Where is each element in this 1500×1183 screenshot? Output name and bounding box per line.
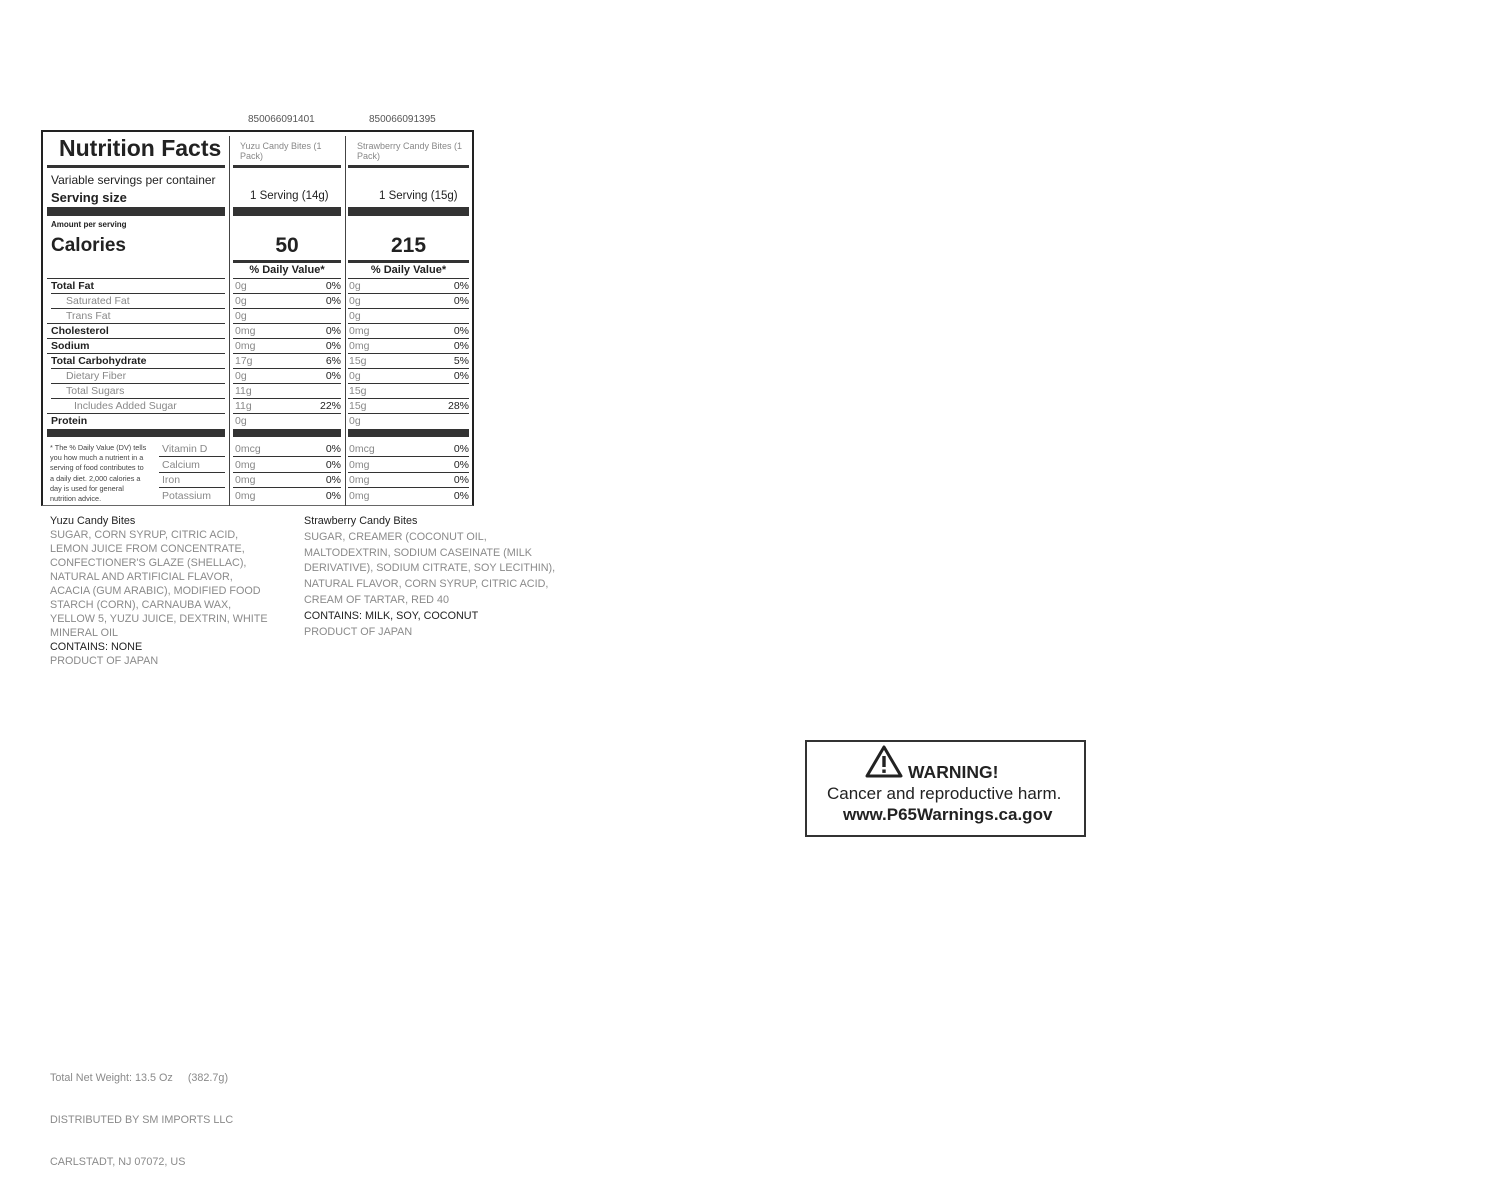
upc-yuzu: 850066091401 bbox=[248, 114, 315, 125]
column-divider bbox=[229, 136, 230, 506]
rule bbox=[233, 278, 341, 279]
ingredients-yuzu-list bbox=[50, 528, 268, 640]
footnote-line: a daily diet. 2,000 calories a bbox=[50, 473, 141, 483]
amount-yuzu: 0g bbox=[235, 295, 247, 307]
vitamin-amount-yuzu: 0mg bbox=[235, 458, 256, 471]
row-rule bbox=[233, 487, 341, 488]
ingredient-line: MALTODEXTRIN, SODIUM CASEINATE (MILK bbox=[304, 546, 532, 559]
serving-size-yuzu: 1 Serving (14g) bbox=[250, 190, 329, 202]
ingredient-line: LEMON JUICE FROM CONCENTRATE, bbox=[50, 543, 245, 555]
row-rule bbox=[348, 413, 469, 414]
vitamin-dv-strawberry: 0% bbox=[453, 458, 469, 471]
row-rule bbox=[348, 487, 469, 488]
bar bbox=[47, 165, 225, 168]
rule bbox=[47, 278, 225, 279]
vitamin-label: Calcium bbox=[162, 458, 200, 471]
ingredient-line: DERIVATIVE), SODIUM CITRATE, SOY LECITHIN), bbox=[304, 562, 556, 575]
row-rule bbox=[348, 383, 469, 384]
bar bbox=[233, 165, 341, 168]
address: CARLSTADT, NJ 07072, US bbox=[50, 1156, 186, 1168]
vitamin-amount-strawberry: 0mg bbox=[349, 474, 370, 486]
net-weight: Total Net Weight: 13.5 Oz (382.7g) bbox=[50, 1072, 229, 1084]
row-rule bbox=[51, 398, 225, 399]
row-rule bbox=[47, 338, 225, 339]
amount-strawberry: 0mg bbox=[349, 325, 370, 337]
row-rule bbox=[47, 353, 225, 354]
amount-strawberry: 15g bbox=[349, 400, 367, 412]
calories-yuzu: 50 bbox=[275, 234, 299, 257]
ingredient-line: SUGAR, CREAMER (COCONUT OIL, bbox=[304, 530, 487, 543]
warning-title: WARNING! bbox=[908, 762, 999, 782]
contains-yuzu: CONTAINS: NONE bbox=[50, 641, 143, 653]
nutrient-label: Total Fat bbox=[51, 280, 94, 292]
serving-size-label: Serving size bbox=[51, 190, 127, 205]
nutrient-label: Dietary Fiber bbox=[66, 370, 127, 382]
dv-yuzu: 0% bbox=[325, 295, 341, 307]
thick-bar bbox=[233, 429, 341, 437]
vitamin-amount-strawberry: 0mg bbox=[349, 458, 370, 471]
amount-yuzu: 11g bbox=[235, 400, 252, 412]
thick-bar bbox=[348, 429, 469, 437]
vitamin-amount-strawberry: 0mcg bbox=[349, 443, 375, 455]
product-name-strawberry-l1: Strawberry Candy Bites (1 bbox=[357, 141, 463, 151]
vitamin-amount-strawberry: 0mg bbox=[349, 489, 370, 502]
ingredients-strawberry-title: Strawberry Candy Bites bbox=[304, 515, 418, 527]
amount-strawberry: 0g bbox=[349, 370, 361, 382]
amount-strawberry: 0g bbox=[349, 310, 361, 322]
ingredient-line: NATURAL FLAVOR, CORN SYRUP, CITRIC ACID, bbox=[304, 578, 549, 591]
amount-per-serving: Amount per serving bbox=[51, 220, 127, 229]
row-rule bbox=[159, 487, 225, 488]
nutrient-label: Protein bbox=[51, 415, 88, 427]
nutrient-label: Includes Added Sugar bbox=[74, 400, 177, 412]
distributor: DISTRIBUTED BY SM IMPORTS LLC bbox=[50, 1114, 234, 1126]
amount-strawberry: 15g bbox=[349, 385, 367, 397]
nutrient-label: Sodium bbox=[51, 340, 90, 352]
vitamin-dv-yuzu: 0% bbox=[325, 474, 341, 486]
vitamin-amount-yuzu: 0mg bbox=[235, 489, 256, 502]
row-rule bbox=[51, 293, 225, 294]
row-rule bbox=[348, 308, 469, 309]
row-rule bbox=[51, 308, 225, 309]
row-rule bbox=[233, 398, 341, 399]
product-name-strawberry-l2: Pack) bbox=[357, 151, 381, 161]
amount-yuzu: 0mg bbox=[235, 340, 256, 352]
dv-yuzu: 0% bbox=[325, 280, 341, 292]
prop65-warning-box bbox=[805, 740, 1086, 837]
row-rule bbox=[348, 353, 469, 354]
nutrition-facts-panel bbox=[41, 130, 474, 506]
vitamin-label: Potassium bbox=[162, 489, 212, 502]
amount-strawberry: 0g bbox=[349, 415, 361, 427]
dv-strawberry: 28% bbox=[447, 400, 469, 412]
nutrient-label: Saturated Fat bbox=[66, 295, 130, 307]
row-rule bbox=[159, 472, 225, 473]
calories-label: Calories bbox=[51, 235, 126, 256]
vitamin-dv-yuzu: 0% bbox=[325, 489, 341, 502]
warning-text: Cancer and reproductive harm. bbox=[827, 784, 1062, 803]
dv-header-yuzu: % Daily Value* bbox=[249, 264, 325, 276]
row-rule bbox=[348, 293, 469, 294]
footnote-line: serving of food contributes to bbox=[50, 463, 144, 473]
nutrient-label: Total Carbohydrate bbox=[51, 355, 147, 367]
row-rule bbox=[348, 456, 469, 457]
vitamin-dv-strawberry: 0% bbox=[453, 443, 469, 455]
footer bbox=[50, 1043, 233, 1183]
thick-bar bbox=[47, 207, 225, 216]
serving-size-strawberry: 1 Serving (15g) bbox=[379, 190, 458, 202]
dv-strawberry: 0% bbox=[453, 370, 469, 382]
nutrient-label: Total Sugars bbox=[66, 385, 125, 397]
row-rule bbox=[233, 353, 341, 354]
dv-header-strawberry: % Daily Value* bbox=[370, 264, 447, 276]
row-rule bbox=[233, 383, 341, 384]
footnote-line: you how much a nutrient in a bbox=[50, 453, 144, 463]
product-name-yuzu-l2: Pack) bbox=[240, 151, 264, 161]
product-name-yuzu-l1: Yuzu Candy Bites (1 bbox=[240, 141, 322, 151]
dv-yuzu: 0% bbox=[325, 370, 341, 382]
servings-per-container: Variable servings per container bbox=[51, 173, 216, 187]
ingredient-line: NATURAL AND ARTIFICIAL FLAVOR, bbox=[50, 571, 233, 583]
row-rule bbox=[233, 338, 341, 339]
vitamin-label: Vitamin D bbox=[162, 443, 208, 455]
footnote-line: * The % Daily Value (DV) tells bbox=[50, 443, 147, 452]
dv-strawberry: 0% bbox=[453, 340, 469, 352]
row-rule bbox=[233, 323, 341, 324]
row-rule bbox=[47, 323, 225, 324]
amount-yuzu: 0g bbox=[235, 280, 247, 292]
row-rule bbox=[51, 368, 225, 369]
footnote-line: day is used for general bbox=[50, 483, 124, 493]
footnote-line: nutrition advice. bbox=[50, 494, 102, 504]
dv-yuzu: 0% bbox=[325, 325, 341, 337]
row-rule bbox=[233, 368, 341, 369]
bar bbox=[348, 165, 469, 168]
rule bbox=[348, 278, 469, 279]
vitamin-amount-yuzu: 0mg bbox=[235, 474, 256, 486]
amount-yuzu: 0g bbox=[235, 370, 247, 382]
vitamin-dv-yuzu: 0% bbox=[325, 458, 341, 471]
origin-strawberry: PRODUCT OF JAPAN bbox=[304, 625, 413, 638]
warning-url: www.P65Warnings.ca.gov bbox=[843, 805, 1053, 824]
amount-strawberry: 0g bbox=[349, 295, 361, 307]
origin-yuzu: PRODUCT OF JAPAN bbox=[50, 655, 159, 667]
vitamin-dv-strawberry: 0% bbox=[453, 489, 469, 502]
ingredient-line: SUGAR, CORN SYRUP, CITRIC ACID, bbox=[50, 529, 239, 541]
row-rule bbox=[233, 456, 341, 457]
calories-strawberry: 215 bbox=[390, 234, 427, 257]
row-rule bbox=[159, 456, 225, 457]
vitamin-amount-yuzu: 0mcg bbox=[235, 443, 261, 455]
amount-yuzu: 17g bbox=[235, 355, 253, 367]
amount-yuzu: 0mg bbox=[235, 325, 256, 337]
ingredients-yuzu bbox=[50, 514, 268, 668]
dv-strawberry: 5% bbox=[453, 355, 469, 367]
row-rule bbox=[348, 398, 469, 399]
thick-bar bbox=[47, 429, 225, 437]
dv-yuzu: 0% bbox=[325, 340, 341, 352]
ingredient-line: ACACIA (GUM ARABIC), MODIFIED FOOD bbox=[50, 585, 261, 597]
ingredient-line: CREAM OF TARTAR, RED 40 bbox=[304, 593, 449, 606]
dv-strawberry: 0% bbox=[453, 295, 469, 307]
row-rule bbox=[47, 413, 225, 414]
row-rule bbox=[348, 338, 469, 339]
bar bbox=[233, 260, 341, 263]
panel-title: Nutrition Facts bbox=[59, 135, 222, 161]
row-rule bbox=[348, 323, 469, 324]
contains-strawberry: CONTAINS: MILK, SOY, COCONUT bbox=[304, 609, 479, 622]
amount-yuzu: 11g bbox=[235, 385, 252, 397]
warning-triangle-icon bbox=[865, 745, 903, 778]
dv-yuzu: 22% bbox=[319, 400, 341, 412]
ingredient-line: STARCH (CORN), CARNAUBA WAX, bbox=[50, 599, 232, 611]
dv-strawberry: 0% bbox=[453, 325, 469, 337]
amount-strawberry: 0mg bbox=[349, 340, 370, 352]
ingredient-line: CONFECTIONER'S GLAZE (SHELLAC), bbox=[50, 557, 247, 569]
column-divider bbox=[345, 136, 346, 506]
row-rule bbox=[233, 413, 341, 414]
amount-strawberry: 15g bbox=[349, 355, 367, 367]
vitamin-dv-yuzu: 0% bbox=[325, 443, 341, 455]
row-rule bbox=[233, 308, 341, 309]
thick-bar bbox=[233, 207, 341, 216]
upc-strawberry: 850066091395 bbox=[369, 114, 436, 125]
vitamin-dv-strawberry: 0% bbox=[453, 474, 469, 486]
thick-bar bbox=[348, 207, 469, 216]
dv-yuzu: 6% bbox=[325, 355, 341, 367]
row-rule bbox=[348, 368, 469, 369]
bar bbox=[348, 260, 469, 263]
ingredients-strawberry-list bbox=[304, 530, 555, 609]
vitamin-label: Iron bbox=[162, 474, 181, 486]
row-rule bbox=[51, 383, 225, 384]
amount-yuzu: 0g bbox=[235, 415, 247, 427]
ingredient-line: YELLOW 5, YUZU JUICE, DEXTRIN, WHITE bbox=[50, 613, 268, 625]
ingredients-strawberry bbox=[304, 514, 555, 640]
row-rule bbox=[233, 293, 341, 294]
ingredient-line: MINERAL OIL bbox=[50, 627, 118, 639]
nutrient-label: Cholesterol bbox=[51, 325, 109, 337]
row-rule bbox=[233, 472, 341, 473]
dv-strawberry: 0% bbox=[453, 280, 469, 292]
nutrient-label: Trans Fat bbox=[66, 310, 111, 322]
amount-strawberry: 0g bbox=[349, 280, 361, 292]
dv-footnote bbox=[50, 443, 146, 504]
ingredients-yuzu-title: Yuzu Candy Bites bbox=[50, 515, 136, 527]
amount-yuzu: 0g bbox=[235, 310, 247, 322]
row-rule bbox=[348, 472, 469, 473]
